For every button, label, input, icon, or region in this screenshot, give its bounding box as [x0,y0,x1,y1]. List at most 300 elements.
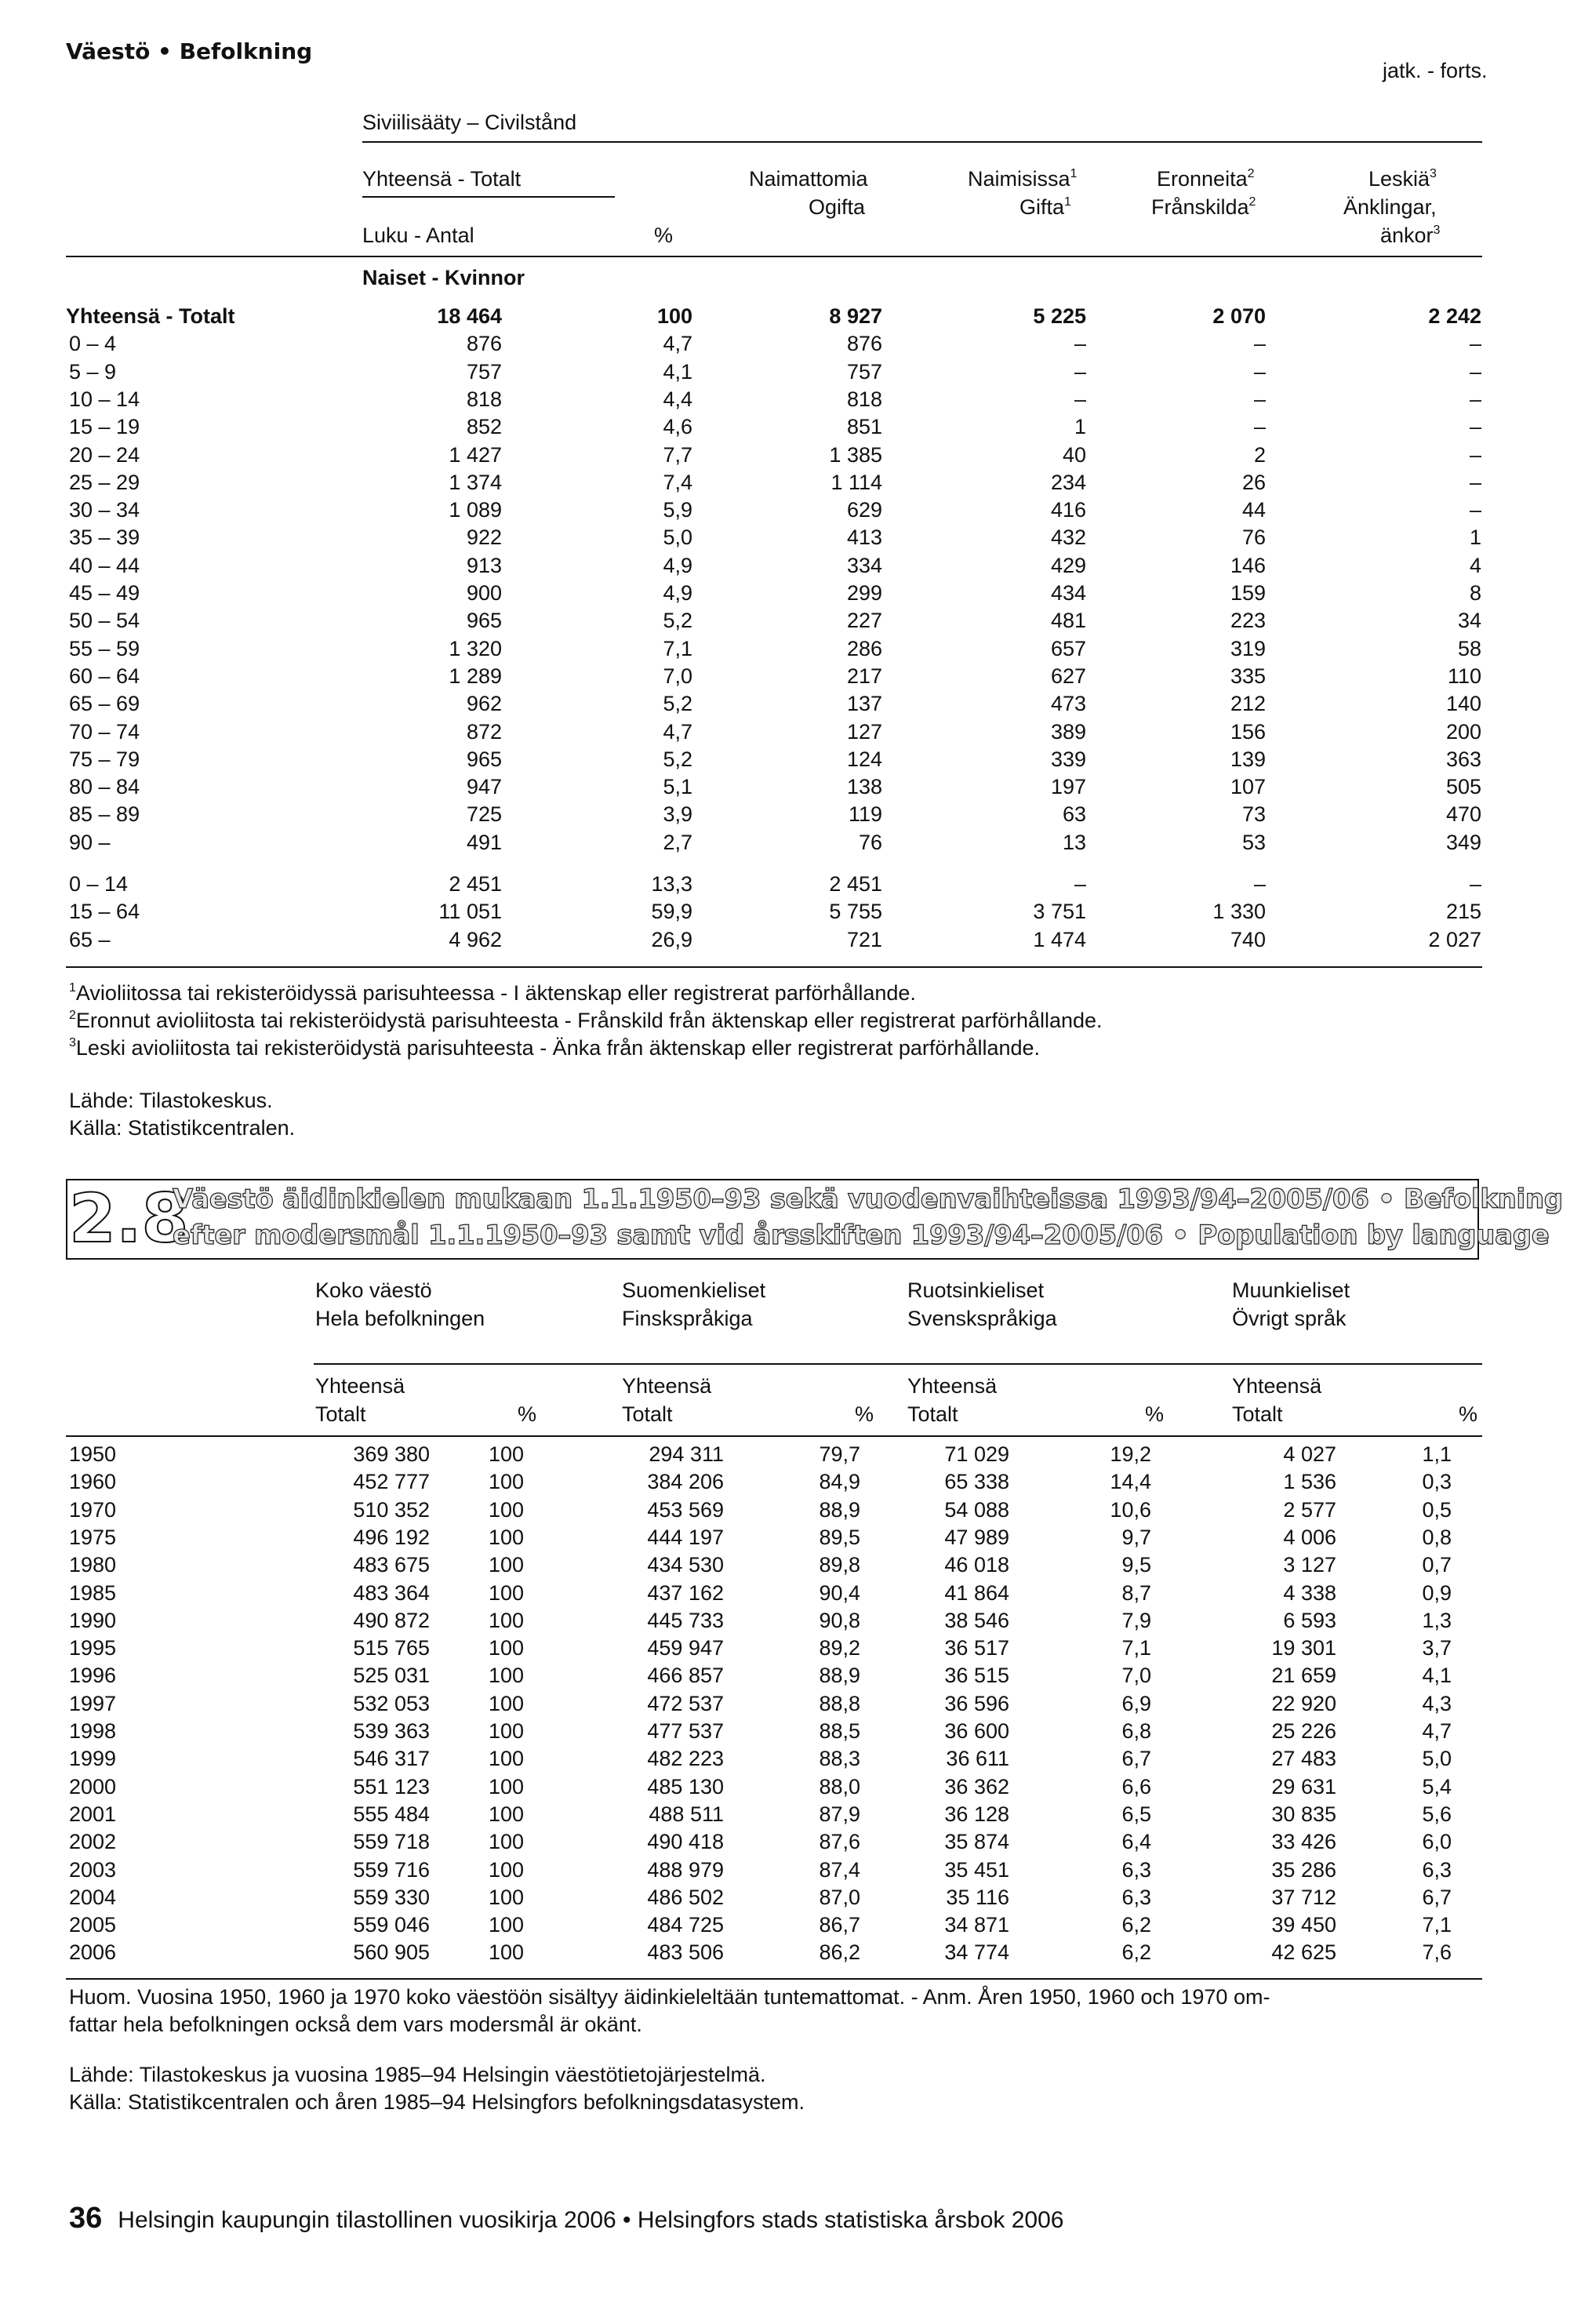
cell-c4: 21 659 [1271,1664,1336,1688]
col-widowed-sv1: Änklingar, [1343,195,1437,219]
cell-c1: 559 718 [353,1830,430,1854]
table-row [0,718,1581,746]
cell-c2: 453 569 [647,1497,724,1522]
cell-p4: 0,5 [1422,1497,1452,1522]
cell-p3: 6,8 [1121,1719,1151,1743]
cell-divorced: 335 [1230,664,1266,688]
cell-label: 80 – 84 [69,775,140,799]
subgroup-heading: Naiset - Kvinnor [362,266,525,289]
cell-p2: 88,0 [819,1774,860,1798]
cell-married: 429 [1050,553,1086,577]
cell-p2: 84,9 [819,1470,860,1494]
cell-unmarried: 5 755 [829,900,882,924]
cell-p3: 6,2 [1121,1913,1151,1937]
cell-married: 473 [1050,692,1086,716]
cell-divorced: 139 [1230,747,1266,771]
cell-year: 2003 [69,1857,117,1882]
subheading-total: Yhteensä [907,1374,998,1398]
cell-c2: 445 733 [647,1608,724,1632]
cell-married: 339 [1050,747,1086,771]
table-row [0,1800,1581,1828]
col-count-heading: Luku - Antal [362,224,474,247]
cell-c4: 4 338 [1283,1580,1336,1605]
cell-year: 2004 [69,1885,117,1909]
cell-c2: 490 418 [647,1830,724,1854]
cell-c1: 559 046 [353,1913,430,1937]
cell-divorced: – [1253,872,1266,896]
cell-total: 965 [466,747,502,771]
page-footer [69,2199,1063,2239]
cell-p3: 7,0 [1121,1664,1151,1688]
cell-p4: 5,4 [1422,1774,1452,1798]
table-row [0,1579,1581,1607]
cell-c3: 54 088 [944,1497,1009,1522]
cell-p2: 86,2 [819,1940,860,1965]
cell-c2: 437 162 [647,1580,724,1605]
cell-widowed: 505 [1445,775,1481,799]
cell-unmarried: 721 [846,927,882,951]
cell-total: 947 [466,775,502,799]
cell-total: 852 [466,415,502,439]
cell-p1: 100 [488,1580,524,1605]
cell-pct: 5,0 [663,526,692,550]
cell-pct: 4,7 [663,332,692,356]
cell-p3: 9,7 [1121,1525,1151,1549]
table-row [0,302,1581,330]
cell-unmarried: 876 [846,332,882,356]
source-sv: Källa: Statistikcentralen. [69,1116,296,1140]
cell-married: – [1074,359,1086,384]
cell-widowed: 363 [1445,747,1481,771]
cell-married: 234 [1050,470,1086,494]
table-row [0,1828,1581,1856]
table-row [0,1883,1581,1911]
cell-unmarried: 127 [846,719,882,744]
cell-label: 15 – 64 [69,900,140,924]
cell-p3: 6,4 [1121,1830,1151,1854]
cell-divorced: 146 [1230,553,1266,577]
cell-c3: 34 871 [944,1913,1009,1937]
cell-label: 30 – 34 [69,498,140,522]
cell-label: 40 – 44 [69,553,140,577]
subheading-total: Totalt [315,1402,366,1426]
cell-p2: 88,9 [819,1664,860,1688]
cell-c4: 29 631 [1271,1774,1336,1798]
group-heading-fi: Suomenkieliset [622,1278,766,1302]
table-row [0,385,1581,413]
table-row [0,358,1581,386]
subheading-pct: % [855,1402,874,1426]
group-rule [314,1363,1482,1365]
section-title: Väestö • Befolkning [66,38,313,64]
cell-widowed: 1 [1469,526,1481,550]
cell-p2: 90,4 [819,1580,860,1605]
cell-c2: 294 311 [649,1442,724,1466]
cell-total: 965 [466,609,502,633]
footnote-text: Avioliitossa tai rekisteröidyssä parisuhteessa - I äktenskap eller registrerat parförhållande. [75,981,916,1005]
cell-total: 4 962 [449,927,502,951]
cell-p1: 100 [488,1497,524,1522]
cell-c2: 482 223 [647,1747,724,1771]
cell-unmarried: 1 114 [830,470,882,494]
table-number: 2.8 [69,1180,189,1258]
cell-c4: 3 127 [1283,1553,1336,1577]
table-row [0,828,1581,856]
cell-divorced: 26 [1241,470,1266,494]
cell-p2: 88,8 [819,1691,860,1715]
table2-bottom-rule [66,1978,1482,1980]
cell-pct: 5,9 [663,498,692,522]
note-line1: Huom. Vuosina 1950, 1960 ja 1970 koko väestöön sisältyy äidinkieleltään tuntemattomat. - Anm. Åren 1950, 1960 och 1970 om- [69,1985,1270,2009]
cell-c2: 486 502 [647,1885,724,1909]
cell-year: 1996 [69,1664,117,1688]
cell-c1: 546 317 [353,1747,430,1771]
page-number: 36 [69,2202,103,2235]
cell-year: 2006 [69,1940,117,1965]
cell-c1: 559 330 [353,1885,430,1909]
table-row [0,551,1581,580]
cell-unmarried: 2 451 [829,872,882,896]
table-bottom-rule [66,966,1482,968]
cell-c4: 25 226 [1271,1719,1336,1743]
table-row [0,1440,1581,1468]
cell-p3: 6,7 [1121,1747,1151,1771]
table-row [0,468,1581,496]
cell-married: 481 [1050,609,1086,633]
cell-total: 962 [466,692,502,716]
cell-p1: 100 [488,1857,524,1882]
cell-divorced: 223 [1230,609,1266,633]
cell-total: 11 051 [438,900,502,924]
cell-married: 5 225 [1033,304,1086,328]
footnote-text: Eronnut avioliitosta tai rekisteröidystä parisuhteesta - Frånskild från äktenskap eller registrerat parförhållande. [75,1009,1103,1032]
cell-year: 1999 [69,1747,117,1771]
cell-label: 15 – 19 [69,415,140,439]
cell-married: – [1074,387,1086,411]
cell-total: 872 [466,719,502,744]
col-divorced-fi: Eronneita$^2$ [1157,167,1255,191]
cell-c1: 452 777 [353,1470,430,1494]
cell-p2: 88,3 [819,1747,860,1771]
cell-p2: 87,9 [819,1802,860,1826]
group-heading-fi: Ruotsinkieliset [907,1278,1045,1302]
table-row [0,523,1581,551]
subheading-total: Totalt [622,1402,673,1426]
cell-c3: 36 128 [944,1802,1009,1826]
cell-c1: 496 192 [353,1525,430,1549]
cell-year: 1950 [69,1442,117,1466]
cell-married: 657 [1050,636,1086,660]
cell-year: 1970 [69,1497,117,1522]
cell-label: 0 – 14 [69,872,129,896]
cell-c2: 434 530 [647,1553,724,1577]
table-row [0,1689,1581,1718]
cell-total: 913 [466,553,502,577]
cell-total: 18 464 [437,304,502,328]
cell-year: 1997 [69,1691,117,1715]
cell-p2: 79,7 [819,1442,860,1466]
group-heading-fi: Koko väestö [315,1278,432,1302]
table-row [0,579,1581,607]
cell-p4: 0,7 [1422,1553,1452,1577]
cell-p1: 100 [488,1719,524,1743]
table-row [0,1938,1581,1966]
cell-c3: 36 611 [946,1747,1009,1771]
cell-p1: 100 [488,1885,524,1909]
cell-unmarried: 629 [846,498,882,522]
cell-p1: 100 [488,1608,524,1632]
cell-p1: 100 [488,1774,524,1798]
cell-year: 2002 [69,1830,117,1854]
cell-label: 60 – 64 [69,664,140,688]
cell-pct: 4,6 [663,415,692,439]
table-row [0,897,1581,926]
cell-pct: 59,9 [651,900,692,924]
cell-label: 70 – 74 [69,719,140,744]
cell-p4: 4,7 [1422,1719,1452,1743]
cell-c4: 35 286 [1271,1857,1336,1882]
cell-divorced: 156 [1230,719,1266,744]
cell-c2: 477 537 [647,1719,724,1743]
cell-year: 1995 [69,1636,117,1660]
cell-c2: 472 537 [647,1691,724,1715]
cell-divorced: 159 [1230,581,1266,605]
cell-p4: 5,6 [1422,1802,1452,1826]
cell-total: 1 374 [449,470,502,494]
cell-c3: 35 451 [944,1857,1009,1882]
cell-p3: 10,6 [1110,1497,1151,1522]
cell-c3: 38 546 [944,1608,1009,1632]
cell-pct: 5,2 [663,747,692,771]
cell-p2: 88,5 [819,1719,860,1743]
continued-label: jatk. - forts. [1383,59,1488,82]
cell-c1: 532 053 [353,1691,430,1715]
cell-pct: 100 [656,304,692,328]
cell-widowed: – [1469,415,1481,439]
cell-p4: 0,8 [1422,1525,1452,1549]
cell-p1: 100 [488,1830,524,1854]
cell-pct: 7,7 [663,442,692,467]
cell-divorced: 44 [1241,498,1266,522]
cell-pct: 7,0 [663,664,692,688]
cell-c4: 4 027 [1283,1442,1336,1466]
table-row [0,1773,1581,1801]
cell-label: 85 – 89 [69,802,140,827]
col-unmarried-fi: Naimattomia [749,167,868,191]
cell-pct: 2,7 [663,830,692,854]
cell-p4: 0,9 [1422,1580,1452,1605]
subheading-pct: % [518,1402,537,1426]
cell-p4: 6,7 [1422,1885,1452,1909]
cell-c3: 35 874 [944,1830,1009,1854]
cell-divorced: 73 [1241,802,1266,827]
subheading-total: Yhteensä [622,1374,712,1398]
cell-pct: 26,9 [651,927,692,951]
table-row [0,1468,1581,1496]
cell-widowed: – [1469,332,1481,356]
subheading-pct: % [1145,1402,1165,1426]
footer-text: Helsingin kaupungin tilastollinen vuosikirja 2006 • Helsingfors stads statistiska årsbok 2006 [118,2207,1064,2233]
cell-pct: 4,9 [663,581,692,605]
cell-unmarried: 8 927 [829,304,882,328]
cell-p2: 89,2 [819,1636,860,1660]
cell-married: – [1074,872,1086,896]
cell-c1: 483 675 [353,1553,430,1577]
cell-unmarried: 217 [846,664,882,688]
cell-divorced: 2 [1253,442,1266,467]
cell-widowed: 200 [1445,719,1481,744]
cell-p4: 1,1 [1422,1442,1452,1466]
table-row [0,1744,1581,1773]
cell-c2: 483 506 [647,1940,724,1965]
cell-year: 1960 [69,1470,117,1494]
cell-p1: 100 [488,1470,524,1494]
cell-c3: 34 774 [944,1940,1009,1965]
cell-c2: 484 725 [647,1913,724,1937]
table-row [0,1496,1581,1524]
cell-c1: 490 872 [353,1608,430,1632]
col-widowed-sv2: änkor$^3$ [1380,224,1441,247]
col-married-fi: Naimisissa$^1$ [968,167,1078,191]
cell-married: – [1074,332,1086,356]
cell-c2: 444 197 [647,1525,724,1549]
cell-divorced: 212 [1230,692,1266,716]
cell-widowed: 140 [1445,692,1481,716]
cell-widowed: – [1469,470,1481,494]
col-unmarried-sv: Ogifta [809,195,866,219]
table-row [0,1717,1581,1745]
cell-pct: 4,1 [663,359,692,384]
cell-p1: 100 [488,1747,524,1771]
cell-pct: 4,9 [663,553,692,577]
cell-label: 65 – 69 [69,692,140,716]
col-widowed-fi: Leskiä$^3$ [1368,167,1437,191]
cell-c1: 369 380 [353,1442,430,1466]
cell-married: 3 751 [1033,900,1086,924]
table-row [0,689,1581,718]
cell-total: 725 [466,802,502,827]
cell-p2: 90,8 [819,1608,860,1632]
cell-total: 1 427 [449,442,502,467]
table-row [0,870,1581,898]
cell-unmarried: 137 [846,692,882,716]
cell-married: 63 [1062,802,1086,827]
cell-p1: 100 [488,1802,524,1826]
cell-widowed: 2 027 [1428,927,1481,951]
cell-year: 1985 [69,1580,117,1605]
cell-pct: 5,1 [663,775,692,799]
cell-year: 2005 [69,1913,117,1937]
table-row [0,1911,1581,1939]
cell-c3: 36 362 [944,1774,1009,1798]
cell-year: 1998 [69,1719,117,1743]
cell-p4: 3,7 [1422,1636,1452,1660]
subheading-total: Yhteensä [315,1374,405,1398]
cell-divorced: – [1253,415,1266,439]
cell-year: 1990 [69,1608,117,1632]
cell-c4: 1 536 [1283,1470,1336,1494]
table-title-line2: efter modersmål 1.1.1950–93 samt vid årsskiften 1993/94–2005/06 • Population by language [173,1220,1550,1251]
subheading-total: Totalt [907,1402,958,1426]
cell-label: 65 – [69,927,111,951]
footnote [69,979,916,1007]
footnote-mark: 2 [69,1009,76,1022]
cell-unmarried: 299 [846,581,882,605]
note-line2: fattar hela befolkningen också dem vars modersmål är okänt. [69,2013,642,2036]
cell-c2: 466 857 [647,1664,724,1688]
cell-c2: 459 947 [647,1636,724,1660]
table-row [0,1551,1581,1579]
group-heading-sv: Hela befolkningen [315,1307,485,1330]
cell-c3: 65 338 [944,1470,1009,1494]
cell-c4: 42 625 [1271,1940,1336,1965]
cell-p3: 14,4 [1110,1470,1151,1494]
cell-p2: 88,9 [819,1497,860,1522]
table-row [0,745,1581,773]
cell-label: 55 – 59 [69,636,140,660]
cell-widowed: 215 [1445,900,1481,924]
header-rule-bottom-2 [66,1435,1482,1437]
cell-total: 900 [466,581,502,605]
cell-pct: 7,4 [663,470,692,494]
cell-c4: 27 483 [1271,1747,1336,1771]
footnote [69,1034,1040,1062]
table-row [0,1606,1581,1635]
cell-c4: 30 835 [1271,1802,1336,1826]
cell-unmarried: 227 [846,609,882,633]
cell-year: 1975 [69,1525,117,1549]
cell-p2: 89,5 [819,1525,860,1549]
cell-label: 5 – 9 [69,359,117,384]
cell-c1: 559 716 [353,1857,430,1882]
cell-widowed: 470 [1445,802,1481,827]
total-subheading-rule [362,196,615,198]
cell-c4: 33 426 [1271,1830,1336,1854]
cell-c1: 539 363 [353,1719,430,1743]
table-row [0,773,1581,801]
cell-c2: 488 979 [647,1857,724,1882]
footnote-text: Leski avioliitosta tai rekisteröidystä parisuhteesta - Änka från äktenskap eller registrerat parförhållande. [75,1036,1041,1060]
cell-pct: 5,2 [663,609,692,633]
col-divorced-sv: Frånskilda$^2$ [1151,195,1256,219]
cell-divorced: 53 [1241,830,1266,854]
cell-c3: 36 517 [944,1636,1009,1660]
cell-total: 1 089 [449,498,502,522]
cell-unmarried: 851 [846,415,882,439]
cell-married: 197 [1050,775,1086,799]
cell-label: 35 – 39 [69,526,140,550]
table-row [0,1523,1581,1551]
cell-p4: 1,3 [1422,1608,1452,1632]
cell-p3: 6,5 [1121,1802,1151,1826]
table-row [0,1856,1581,1884]
cell-widowed: – [1469,872,1481,896]
cell-p3: 8,7 [1121,1580,1151,1605]
cell-total: 922 [466,526,502,550]
table-row [0,606,1581,635]
cell-p4: 4,1 [1422,1664,1452,1688]
cell-p4: 7,6 [1422,1940,1452,1965]
cell-c3: 36 600 [944,1719,1009,1743]
cell-p3: 6,9 [1121,1691,1151,1715]
cell-pct: 3,9 [663,802,692,827]
subheading-total: Totalt [1232,1402,1283,1426]
cell-widowed: – [1469,387,1481,411]
cell-label: 75 – 79 [69,747,140,771]
cell-p2: 89,8 [819,1553,860,1577]
cell-p1: 100 [488,1525,524,1549]
cell-p3: 7,9 [1121,1608,1151,1632]
